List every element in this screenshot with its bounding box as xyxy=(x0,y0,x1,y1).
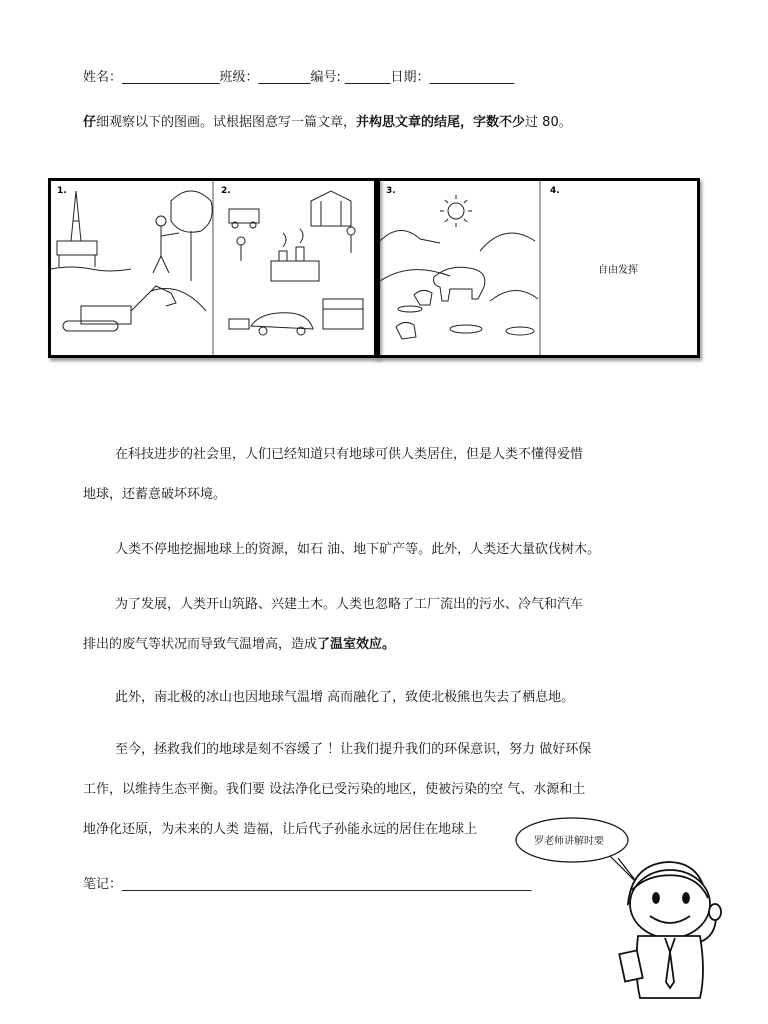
essay-line: 此外，南北极的冰山也因地球气温增 高而融化了，致使北极熊也失去了栖息地。 xyxy=(115,690,575,705)
essay-paragraph-1 xyxy=(83,443,703,506)
essay-line: 至今，拯救我们的地球是刻不容缓了 ！让我们提升我们的环保意识，努力 做好环保 xyxy=(115,742,592,757)
panel-4-free-text: 自由发挥 xyxy=(598,265,638,276)
number-field[interactable]: _______ xyxy=(345,70,391,85)
date-label: 日期： xyxy=(390,70,430,85)
class-label: 班级： xyxy=(219,70,259,85)
instruction-text-2: 过 80。 xyxy=(525,115,572,130)
class-field[interactable]: ________ xyxy=(258,70,311,85)
essay-line: 为了发展，人类开山筑路、兴建土木。人类也忽略了工厂流出的污水、冷气和汽车 xyxy=(115,597,584,612)
panel-4-number: 4. xyxy=(550,186,560,196)
panel-1-number: 1. xyxy=(57,186,67,196)
instruction-text-1: 细观察以下的图画。试根据图意写一篇文章， xyxy=(96,115,357,130)
essay-text: 排出的废气等状况而导致气温增高，造成 xyxy=(83,637,318,652)
essay-line: 地净化还原，为未来的人类 造福，让后代子孙能永远的居住在地球上 xyxy=(83,822,478,837)
panels-1-2-illustration xyxy=(51,181,377,355)
instruction xyxy=(83,111,572,130)
date-field[interactable]: _____________ xyxy=(429,70,515,85)
essay-line: 工作，以维持生态平衡。我们要 设法净化已受污染的地区，使被污染的空 气、水源和土 xyxy=(83,782,586,797)
panels-3-4-illustration xyxy=(380,181,696,355)
essay-line xyxy=(83,633,703,656)
notes-label: 笔记： xyxy=(83,877,123,892)
essay-paragraph-2 xyxy=(83,538,703,561)
instruction-bold-1: 仔 xyxy=(83,115,97,130)
essay-line: 在科技进步的社会里，人们已经知道只有地球可供人类居住，但是人类不懂得爱惜 xyxy=(115,447,584,462)
picture-panels xyxy=(48,178,700,356)
essay-bold-text: 了温室效应。 xyxy=(317,637,396,652)
student-info-line xyxy=(83,66,514,85)
essay-paragraph-3 xyxy=(83,593,703,656)
name-label: 姓名： xyxy=(83,70,123,85)
panel-2-number: 2. xyxy=(221,186,231,196)
panel-3-number: 3. xyxy=(386,186,396,196)
name-field[interactable]: _______________ xyxy=(122,70,220,85)
essay-paragraph-4 xyxy=(83,686,703,709)
notes-line xyxy=(83,873,532,892)
essay-line: 地球，还蓄意破坏环境。 xyxy=(83,487,227,502)
number-label: 编号: xyxy=(310,70,346,85)
essay-line: 人类不停地挖掘地球上的资源，如石 油、地下矿产等。此外，人类还大量砍伐树木。 xyxy=(115,542,601,557)
notes-field[interactable]: _______________________________________________________________ xyxy=(122,877,532,892)
speech-bubble-text: 罗老师讲解时要 xyxy=(534,836,604,847)
instruction-bold-2: 并构思文章的结尾，字数不少 xyxy=(356,115,526,130)
